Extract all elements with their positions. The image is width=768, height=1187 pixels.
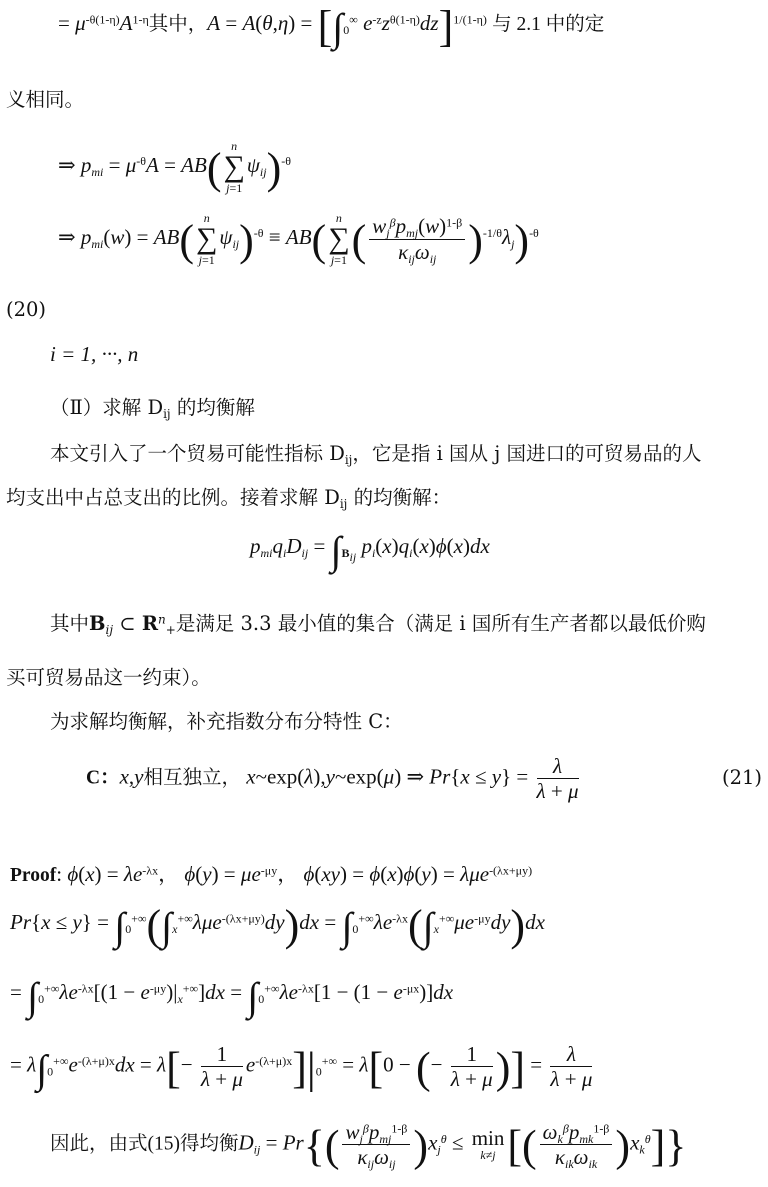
proof-line-1: Proof: $\phi(x) = \lambda e^{-\lambda x}$， $\phi(y) = \mu e^{-\mu y}$， ϕ(xy) = ϕ(x)ϕ(y) = λμe$^{-(\lambda x+\mu y)}$ bbox=[10, 862, 533, 886]
paragraph-line-2 bbox=[6, 482, 768, 510]
eq-line-1: = $\mu^{-\theta(1-\eta)}A^{1-\eta}$其中，$A = A(\theta,\eta) = [\int_0^\infty$ $e^{-z}z^{\theta(1-\eta)}dz]^{1/(1-\eta)}$ 与 2.1 中的定 bbox=[58, 2, 605, 51]
paragraph-line-5: 为求解均衡解，补充指数分布分特性 C： bbox=[50, 710, 403, 733]
eq-dij-integral: $p_{mi}q_iD_{ij} = \int_{B_{ij}}$ $p_i(x)q_i(x)\phi(x)dx$ bbox=[250, 528, 490, 574]
eq-pmi: ⇒ $p_{mi} = \mu^{-\theta}A = AB$( n ∑ $j=1\psi_{ij})^{-\theta}$ bbox=[58, 139, 291, 195]
section-heading-text: （Ⅱ）求解 D bbox=[50, 396, 164, 419]
proof-line-4: = $\lambda\int_0^{+\infty}e^{-(\lambda+\mu)x}dx = \lambda[-$ $\frac{1}{\lambda + \mu}$ $e^{-(\lambda+\mu)x}]|_0^{+\infty} = \lambda[0$ − (− $\frac{1}{\lambda + \mu}$ )] = $\frac{\lambda}{\lambda + \mu}$ bbox=[10, 1042, 593, 1093]
paragraph-line-4: 买可贸易品这一约束）。 bbox=[6, 666, 211, 689]
eq-pmi-w: ⇒ $p_{mi}(w) = AB$( n ∑ $j=1\psi_{ij})^{-\theta} \equiv AB$( n ∑ j=1 ( $\frac{w_j^\beta p_{mj}(w)^{1-\beta}}{\kappa_{ij}\omega_{ij}}$ )$^{-1/\theta}\lambda_j)^{-\theta}$ bbox=[58, 211, 539, 267]
eq-property-c: C：x,y相互独立， x~exp(λ),y~exp(μ) ⇒ Pr{x ≤ y} = $\frac{\lambda}{\lambda + \mu}$ bbox=[86, 754, 579, 804]
paragraph-1-sub: ij bbox=[344, 453, 353, 468]
eq-index-range: i = 1, ···, n bbox=[50, 342, 139, 366]
text-line-2: 义相同。 bbox=[6, 88, 85, 111]
proof-line-3: = $\int_0^{+\infty}\lambda e^{-\lambda x}[(1 - e^{-\mu y})|_x^{+\infty}]dx = \int_0^{+\infty}\lambda e^{-\lambda x}[1 - (1 - e^{-\mu x})]dx$ bbox=[10, 974, 454, 1020]
equation-number-20: (20) bbox=[6, 298, 47, 321]
text-qizhong: 其中， bbox=[148, 14, 208, 35]
paragraph-2a: 均支出中占总支出的比例。接着求解 D bbox=[6, 486, 340, 509]
proof-line-2: $Pr\{x \le y\} = \int_0^{+\infty}(\int_x^{+\infty}\lambda\mu e^{-(\lambda x+\mu y)}dy)dx = \int_0^{+\infty}\lambda e^{-\lambda x}(\int_x^{+\infty}\mu e^{-\mu y}dy)dx$ bbox=[10, 901, 545, 950]
proof-label: Proof bbox=[10, 865, 57, 886]
paragraph-line-3: 其中$B_{ij}$ ⊂ $R^n_+$是满足 3.3 最小值的集合（满足 i 国所有生产者都以最低价购 bbox=[50, 612, 706, 638]
paragraph-2-sub: ij bbox=[339, 497, 348, 512]
section-heading-sub: ij bbox=[163, 407, 171, 422]
eq-equilibrium-dij: 因此，由式(15)得均衡$D_{ij} = Pr${( $\frac{w_j^\beta p_{mj}^{1-\beta}}{\kappa_{ij}\omega_{ij}}$ )$x_j^\theta$ ≤ min k≠j [( $\frac{\omega_k^\beta p_{mk}^{1-\beta}}{\kappa_{ik}\omega_{ik}}$ )$x_k^\theta$]} bbox=[50, 1120, 687, 1172]
text-defined-in: 与 2.1 中的定 bbox=[492, 14, 605, 35]
last-line-text: 因此，由式(15)得均衡 bbox=[50, 1133, 239, 1155]
property-c-label: C： bbox=[86, 767, 120, 789]
paragraph-line-1 bbox=[50, 438, 768, 466]
paragraph-2b: 的均衡解： bbox=[347, 486, 452, 509]
property-c-text: 相互独立， bbox=[143, 767, 242, 789]
paragraph-3a: 其中 bbox=[50, 612, 90, 635]
section-heading-tail: 的均衡解 bbox=[170, 396, 255, 419]
paragraph-1a: 本文引入了一个贸易可能性指标 D bbox=[50, 442, 345, 465]
paragraph-3b: 是满足 3.3 最小值的集合（满足 i 国所有生产者都以最低价购 bbox=[175, 612, 706, 635]
section-heading-II bbox=[50, 392, 768, 420]
paragraph-1b: ，它是指 i 国从 j 国进口的可贸易品的人 bbox=[352, 442, 702, 465]
equation-number-21: (21) bbox=[722, 766, 763, 789]
